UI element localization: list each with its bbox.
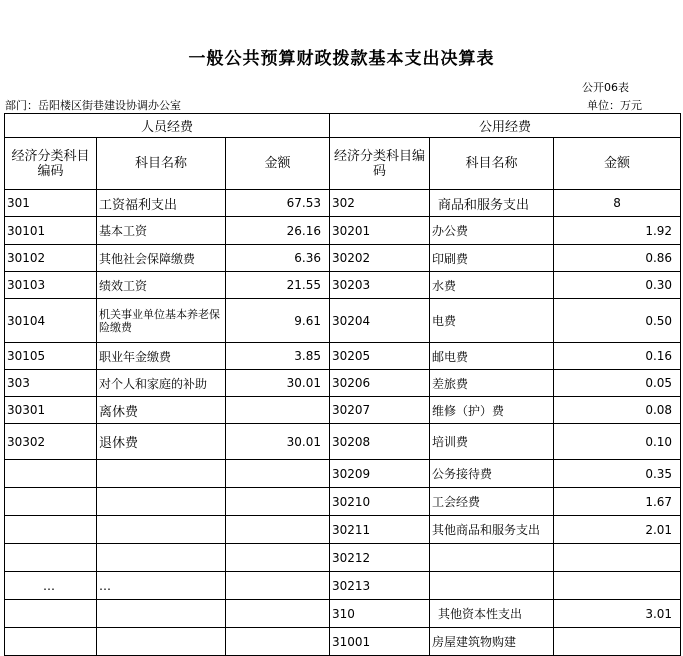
- table-row: [5, 397, 681, 424]
- public-name-cell: 其他资本性支出: [430, 600, 554, 628]
- table-row: [5, 600, 681, 628]
- public-name-cell: 电费: [430, 299, 554, 343]
- public-name-cell: 房屋建筑物购建: [430, 628, 554, 656]
- personnel-amount-cell: [226, 516, 330, 544]
- personnel-name-cell: 基本工资: [97, 217, 226, 245]
- personnel-name-cell: [97, 516, 226, 544]
- public-name-cell: 公务接待费: [430, 460, 554, 488]
- table-row: [5, 190, 681, 217]
- personnel-code-cell: 30104: [5, 299, 97, 343]
- personnel-code-cell: 30101: [5, 217, 97, 245]
- personnel-amount-cell: [226, 600, 330, 628]
- public-amount-cell: 0.10: [554, 424, 681, 460]
- personnel-name-cell: 工资福利支出: [97, 190, 226, 217]
- public-code-cell: 30213: [330, 572, 430, 600]
- personnel-name-cell: …: [97, 572, 226, 600]
- table-row: [5, 516, 681, 544]
- public-code-cell: 30202: [330, 245, 430, 272]
- public-code-cell: 30209: [330, 460, 430, 488]
- table-row: [5, 245, 681, 272]
- public-name-cell: [430, 544, 554, 572]
- personnel-name-cell: [97, 460, 226, 488]
- personnel-amount-cell: [226, 628, 330, 656]
- public-amount-cell: 0.35: [554, 460, 681, 488]
- public-amount-header: 金额: [554, 138, 681, 190]
- personnel-name-cell: [97, 600, 226, 628]
- public-code-cell: 30210: [330, 488, 430, 516]
- public-code-cell: 30211: [330, 516, 430, 544]
- public-name-cell: 工会经费: [430, 488, 554, 516]
- public-code-cell: 30208: [330, 424, 430, 460]
- personnel-amount-cell: [226, 397, 330, 424]
- personnel-code-cell: …: [5, 572, 97, 600]
- personnel-code-cell: [5, 516, 97, 544]
- personnel-name-cell: 职业年金缴费: [97, 343, 226, 370]
- table-row: [5, 424, 681, 460]
- personnel-amount-cell: 30.01: [226, 424, 330, 460]
- form-number: 公开06表: [582, 81, 629, 94]
- personnel-code-cell: [5, 600, 97, 628]
- public-name-cell: 水费: [430, 272, 554, 299]
- public-code-cell: 302: [330, 190, 430, 217]
- public-code-cell: 30207: [330, 397, 430, 424]
- table-row: [5, 343, 681, 370]
- table-row: [5, 544, 681, 572]
- public-amount-cell: 0.05: [554, 370, 681, 397]
- personnel-code-cell: [5, 488, 97, 516]
- personnel-name-cell: 对个人和家庭的补助: [97, 370, 226, 397]
- personnel-amount-cell: 21.55: [226, 272, 330, 299]
- public-amount-cell: [554, 628, 681, 656]
- public-name-cell: 其他商品和服务支出: [430, 516, 554, 544]
- public-code-cell: 30204: [330, 299, 430, 343]
- table-row: [5, 628, 681, 656]
- public-amount-cell: 0.08: [554, 397, 681, 424]
- expenditure-table: [4, 113, 681, 656]
- personnel-amount-cell: 9.61: [226, 299, 330, 343]
- table-row: [5, 488, 681, 516]
- public-code-cell: 31001: [330, 628, 430, 656]
- personnel-amount-cell: 30.01: [226, 370, 330, 397]
- public-code-cell: 30201: [330, 217, 430, 245]
- public-code-cell: 30205: [330, 343, 430, 370]
- public-name-cell: [430, 572, 554, 600]
- personnel-code-cell: [5, 544, 97, 572]
- public-name-cell: 印刷费: [430, 245, 554, 272]
- personnel-name-cell: 绩效工资: [97, 272, 226, 299]
- public-name-header: 科目名称: [430, 138, 554, 190]
- public-code-cell: 30206: [330, 370, 430, 397]
- personnel-amount-cell: [226, 572, 330, 600]
- personnel-code-cell: 30105: [5, 343, 97, 370]
- public-amount-cell: 1.92: [554, 217, 681, 245]
- public-name-cell: 办公费: [430, 217, 554, 245]
- personnel-code-cell: 30301: [5, 397, 97, 424]
- table-row: [5, 299, 681, 343]
- public-amount-cell: 0.30: [554, 272, 681, 299]
- table-row: [5, 370, 681, 397]
- page-title: 一般公共预算财政拨款基本支出决算表: [188, 49, 495, 69]
- public-amount-cell: 0.50: [554, 299, 681, 343]
- table-row: [5, 217, 681, 245]
- public-amount-cell: 1.67: [554, 488, 681, 516]
- personnel-name-cell: 其他社会保障缴费: [97, 245, 226, 272]
- public-name-cell: 邮电费: [430, 343, 554, 370]
- public-amount-cell: 0.86: [554, 245, 681, 272]
- personnel-code-cell: 30102: [5, 245, 97, 272]
- public-code-cell: 310: [330, 600, 430, 628]
- personnel-code-cell: 30103: [5, 272, 97, 299]
- table-row: [5, 572, 681, 600]
- public-header: 公用经费: [330, 114, 681, 138]
- public-amount-cell: 8: [554, 190, 681, 217]
- public-amount-cell: 2.01: [554, 516, 681, 544]
- department-label: 部门：岳阳楼区街巷建设协调办公室: [5, 99, 181, 112]
- public-name-cell: 差旅费: [430, 370, 554, 397]
- personnel-code-cell: [5, 460, 97, 488]
- table-row: [5, 272, 681, 299]
- public-amount-cell: [554, 572, 681, 600]
- public-amount-cell: [554, 544, 681, 572]
- personnel-amount-cell: 3.85: [226, 343, 330, 370]
- personnel-code-header: 经济分类科目编码: [5, 138, 97, 190]
- personnel-code-cell: [5, 628, 97, 656]
- public-name-cell: 商品和服务支出: [430, 190, 554, 217]
- personnel-amount-header: 金额: [226, 138, 330, 190]
- personnel-amount-cell: [226, 488, 330, 516]
- unit-label: 单位：万元: [587, 99, 642, 112]
- public-code-header: 经济分类科目编码: [330, 138, 430, 190]
- personnel-name-cell: [97, 488, 226, 516]
- personnel-name-cell: 退休费: [97, 424, 226, 460]
- personnel-amount-cell: [226, 460, 330, 488]
- personnel-name-header: 科目名称: [97, 138, 226, 190]
- personnel-header: 人员经费: [5, 114, 330, 138]
- personnel-name-cell: [97, 544, 226, 572]
- public-amount-cell: 3.01: [554, 600, 681, 628]
- personnel-code-cell: 30302: [5, 424, 97, 460]
- public-amount-cell: 0.16: [554, 343, 681, 370]
- personnel-amount-cell: 26.16: [226, 217, 330, 245]
- personnel-code-cell: 303: [5, 370, 97, 397]
- personnel-amount-cell: 67.53: [226, 190, 330, 217]
- personnel-name-cell: [97, 628, 226, 656]
- personnel-code-cell: 301: [5, 190, 97, 217]
- public-code-cell: 30212: [330, 544, 430, 572]
- public-code-cell: 30203: [330, 272, 430, 299]
- personnel-name-cell: 离休费: [97, 397, 226, 424]
- public-name-cell: 培训费: [430, 424, 554, 460]
- personnel-name-cell: 机关事业单位基本养老保险缴费: [97, 299, 226, 343]
- personnel-amount-cell: [226, 544, 330, 572]
- table-row: [5, 460, 681, 488]
- personnel-amount-cell: 6.36: [226, 245, 330, 272]
- public-name-cell: 维修（护）费: [430, 397, 554, 424]
